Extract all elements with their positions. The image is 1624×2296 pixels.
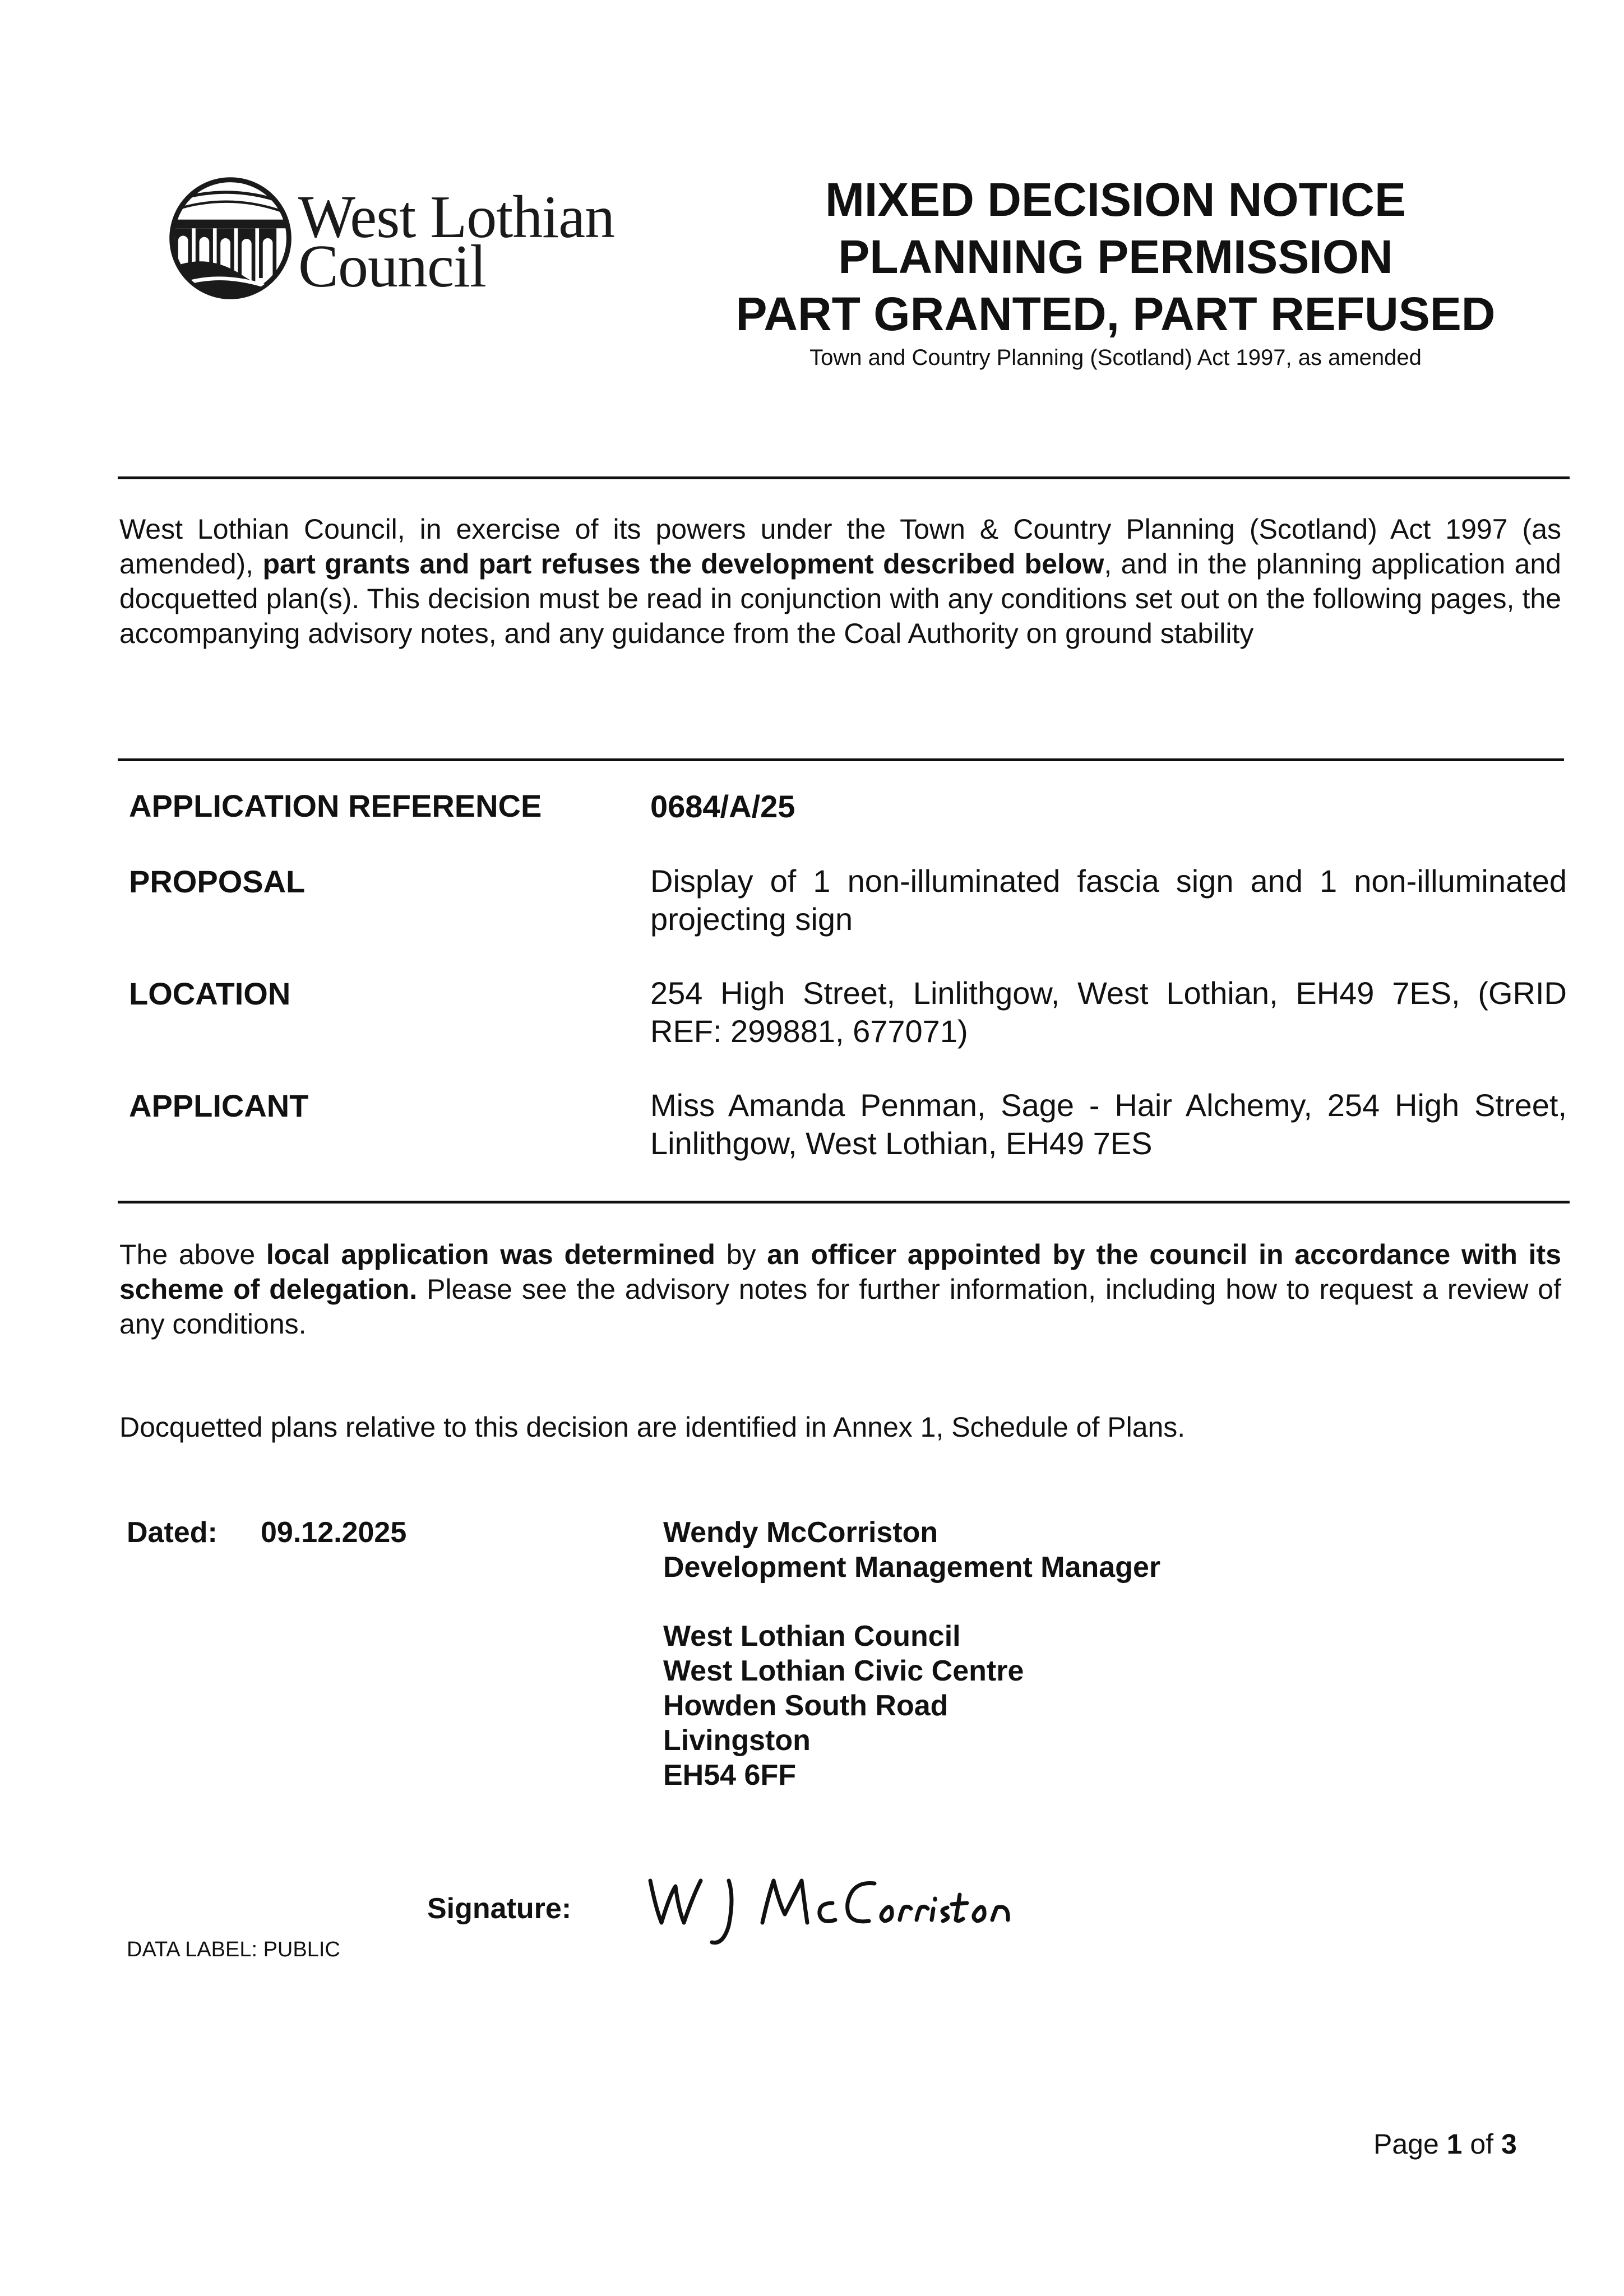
divider-top bbox=[118, 476, 1570, 479]
intro-text-1: West Lothian Council, in exercise of its powers under the Town & Country Planning (Scotland) Act 1997 (as amended), bbox=[119, 513, 1561, 580]
address-line: West Lothian Council bbox=[663, 1620, 961, 1652]
location-value: 254 High Street, Linlithgow, West Lothian, EH49 7ES, (GRID REF: 299881, 677071) bbox=[650, 975, 1567, 1049]
page-prefix: Page bbox=[1373, 2128, 1447, 2160]
determination-bold-2: an officer appointed by the council in accordance with its scheme of delegation. bbox=[119, 1239, 1562, 1305]
address-line: Howden South Road bbox=[663, 1689, 949, 1722]
officer-name: Wendy McCorriston bbox=[663, 1516, 938, 1549]
divider-table-bottom bbox=[118, 1201, 1570, 1203]
logo-text-line1: West Lothian bbox=[298, 184, 615, 251]
intro-paragraph bbox=[119, 512, 1561, 651]
address-line: EH54 6FF bbox=[663, 1759, 796, 1792]
handwritten-signature-image bbox=[645, 1864, 1048, 1954]
dated-value: 09.12.2025 bbox=[261, 1516, 407, 1549]
title-line-2: PLANNING PERMISSION bbox=[838, 230, 1393, 283]
viaduct-emblem-icon bbox=[168, 176, 293, 300]
act-subtitle: Town and Country Planning (Scotland) Act 1997, as amended bbox=[809, 345, 1422, 370]
notice-title-block bbox=[673, 171, 1558, 372]
council-address bbox=[663, 1619, 1024, 1793]
page-total: 3 bbox=[1501, 2128, 1517, 2160]
intro-text-2: , and in the planning application and docquetted plan(s). This decision must be read in conjunction with any conditions set out on the following pages, the accompanying advisory notes, and any guidance from the Coal Authority on ground stability bbox=[119, 548, 1561, 649]
page-middle: of bbox=[1462, 2128, 1501, 2160]
title-line-3: PART GRANTED, PART REFUSED bbox=[735, 288, 1496, 340]
proposal-value: Display of 1 non-illuminated fascia sign and 1 non-illuminated projecting sign bbox=[650, 863, 1567, 937]
plans-note: Docquetted plans relative to this decision are identified in Annex 1, Schedule of Plans. bbox=[119, 1411, 1186, 1443]
data-label: DATA LABEL: PUBLIC bbox=[127, 1938, 340, 1961]
determination-paragraph bbox=[119, 1237, 1561, 1341]
applicant-value: Miss Amanda Penman, Sage - Hair Alchemy, 254 High Street, Linlithgow, West Lothian, EH49 7ES bbox=[650, 1087, 1567, 1161]
reference-value: 0684/A/25 bbox=[650, 789, 795, 824]
address-line: Livingston bbox=[663, 1724, 811, 1757]
location-label: LOCATION bbox=[129, 976, 291, 1011]
logo-text-line2: Council bbox=[298, 233, 486, 300]
determination-text-3: Please see the advisory notes for further information, including how to request a review of any conditions. bbox=[119, 1274, 1561, 1340]
determination-bold-1: local application was determined bbox=[266, 1239, 715, 1270]
page-number bbox=[1373, 2127, 1517, 2161]
signature-label: Signature: bbox=[427, 1892, 572, 1925]
applicant-label: APPLICANT bbox=[129, 1088, 309, 1123]
determination-text-2: by bbox=[715, 1239, 767, 1270]
title-line-1: MIXED DECISION NOTICE bbox=[825, 173, 1406, 226]
council-logo bbox=[168, 174, 617, 303]
divider-table-top bbox=[118, 758, 1564, 761]
dated-label: Dated: bbox=[127, 1516, 218, 1549]
proposal-label: PROPOSAL bbox=[129, 864, 306, 899]
intro-decision-bold: part grants and part refuses the development described below bbox=[262, 548, 1104, 580]
address-line: West Lothian Civic Centre bbox=[663, 1655, 1024, 1687]
determination-text-1: The above bbox=[119, 1239, 266, 1270]
page-current: 1 bbox=[1446, 2128, 1463, 2160]
officer-title: Development Management Manager bbox=[663, 1551, 1161, 1584]
reference-label: APPLICATION REFERENCE bbox=[129, 788, 542, 823]
